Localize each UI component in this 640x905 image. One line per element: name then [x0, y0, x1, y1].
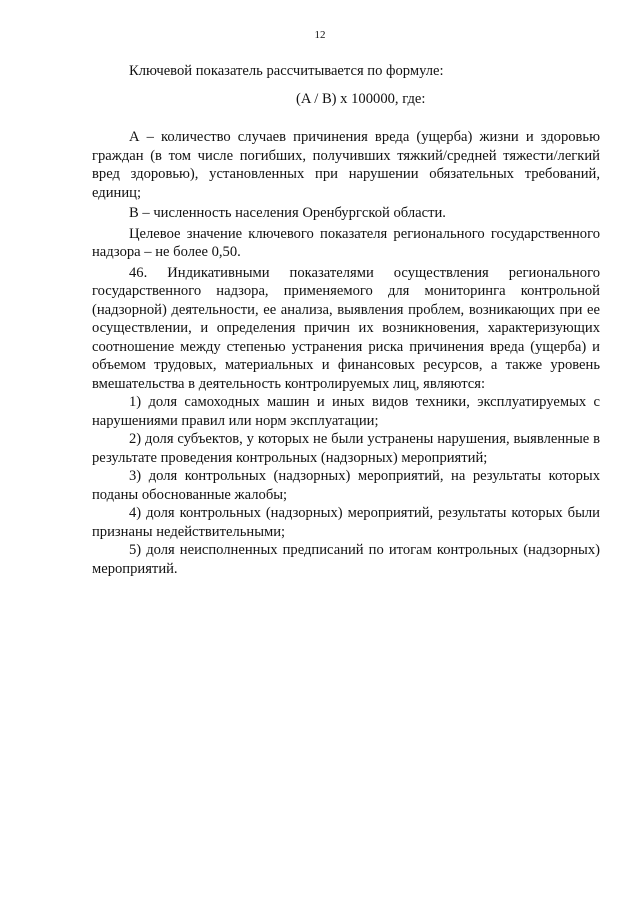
item-46: 46. Индикативными показателями осуществления регионального государственного надзора, применяемого для мониторинга контрольной (надзорной) деятельности, ее анализа, выявления проблем, возникающих при ее осуществлении, и определения причин их возникновения, характеризующих соотношение между степенью устранения риска причинения вреда (ущерба) и объемом трудовых, материальных и финансовых ресурсов, а также уровень вмешательства в деятельность контролируемых лиц, являются:: [92, 264, 600, 392]
page-number: 12: [314, 29, 326, 41]
indicator-item-3: 3) доля контрольных (надзорных) мероприятий, на результаты которых поданы обоснованные жалобы;: [92, 468, 600, 503]
definition-b: В – численность населения Оренбургской области.: [129, 205, 446, 221]
document-body: [92, 62, 600, 578]
definition-a: А – количество случаев причинения вреда (ущерба) жизни и здоровью граждан (в том числе погибших, получивших тяжкий/средней тяжести/легкий вред здоровью), установленных при нарушении обязательных требований, единиц;: [92, 129, 600, 201]
indicator-item-1: 1) доля самоходных машин и иных видов техники, эксплуатируемых с нарушениями правил или норм эксплуатации;: [92, 394, 600, 429]
indicator-item-5: 5) доля неисполненных предписаний по итогам контрольных (надзорных) мероприятий.: [92, 542, 600, 577]
formula: (A / B) x 100000, где:: [296, 90, 426, 107]
formula-intro: Ключевой показатель рассчитывается по формуле:: [129, 63, 444, 79]
indicator-item-2: 2) доля субъектов, у которых не были устранены нарушения, выявленные в результате проведения контрольных (надзорных) мероприятий;: [92, 431, 600, 466]
indicator-item-4: 4) доля контрольных (надзорных) мероприятий, результаты которых были признаны недействительными;: [92, 505, 600, 540]
target-value: Целевое значение ключевого показателя регионального государственного надзора – не более 0,50.: [92, 225, 600, 260]
